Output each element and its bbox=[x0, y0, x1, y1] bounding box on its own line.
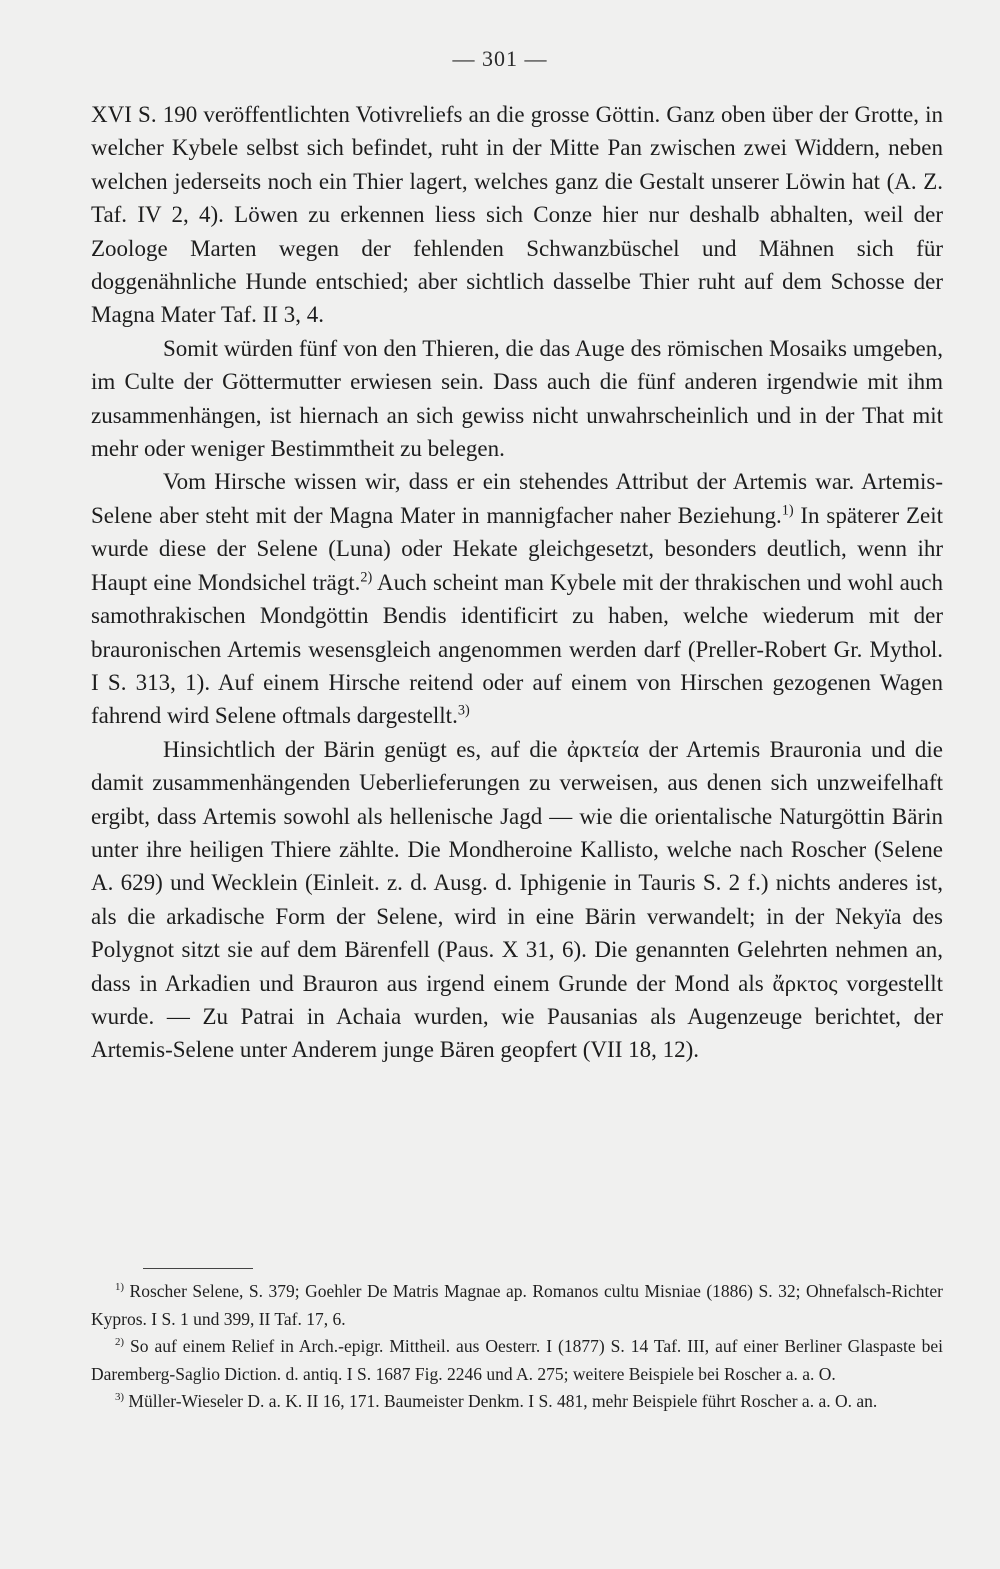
footnote-divider bbox=[143, 1268, 253, 1269]
footnote-ref-1: 1) bbox=[781, 502, 794, 519]
footnote-1-text: Roscher Selene, S. 379; Goehler De Matris Magnae ap. Romanos cultu Misniae (1886) S. 32; Ohnefalsch-Richter Kypros. I S. 1 und 399, II Taf. 17, 6. bbox=[91, 1281, 943, 1329]
footnote-3-mark: 3) bbox=[115, 1391, 125, 1404]
paragraph-1: XVI S. 190 veröffentlichten Votivreliefs an die grosse Göttin. Ganz oben über der Grotte, in welcher Kybele selbst sich befindet, ruht in der Mitte Pan zwischen zwei Widdern, neben welchen jederseits noch ein Thier lagert, welches ganz die Gestalt unserer Löwin hat (A. Z. Taf. IV 2, 4). Löwen zu erkennen liess sich Conze hier nur deshalb abhalten, weil der Zoologe Marten wegen der fehlenden Schwanzbüschel und Mähnen sich für doggenähnliche Hunde entschied; aber sichtlich dasselbe Thier ruht auf dem Schosse der Magna Mater Taf. II 3, 4. bbox=[91, 102, 943, 328]
paragraph-3-part-a: Vom Hirsche wissen wir, dass er ein stehendes Attribut der Artemis war. Artemis-Selene aber steht mit der Magna Mater in mannigfacher naher Beziehung. bbox=[91, 469, 943, 528]
paragraph-4: Hinsichtlich der Bärin genügt es, auf die ἀρκτεία der Artemis Brauronia und die damit zusammenhängenden Ueberlieferungen zu verweisen, aus denen sich unzweifelhaft ergibt, dass Artemis sowohl als hellenische Jagd — wie die orientalische Naturgöttin Bärin unter ihre heiligen Thiere zählte. Die Mondheroine Kallisto, welche nach Roscher (Selene A. 629) und Wecklein (Einleit. z. d. Ausg. d. Iphigenie in Tauris S. 2 f.) nichts anderes ist, als die arkadische Form der Selene, wird in eine Bärin verwandelt; in der Nekyïa des Polygnot sitzt sie auf dem Bärenfell (Paus. X 31, 6). Die genannten Gelehrten nehmen an, dass in Arkadien und Brauron aus irgend einem Grunde der Mond als ἄρκτος vorgestellt wurde. — Zu Patrai in Achaia wurden, wie Pausanias als Augenzeuge berichtet, der Artemis-Selene unter Anderem junge Bären geopfert (VII 18, 12). bbox=[91, 736, 943, 1063]
page-number: — 301 — bbox=[452, 46, 548, 71]
footnote-3 bbox=[91, 1388, 943, 1416]
footnote-ref-3: 3) bbox=[457, 702, 470, 719]
footnote-ref-2: 2) bbox=[360, 569, 373, 586]
paragraph-3-part-b: In späterer Zeit wurde diese der Selene (Luna) oder Hekate gleichgesetzt, besonders deutlich, wenn ihr Haupt eine Mondsichel trägt. bbox=[91, 502, 943, 595]
footnote-2-text: So auf einem Relief in Arch.-epigr. Mittheil. aus Oesterr. I (1877) S. 14 Taf. III, auf einer Berliner Glaspaste bei Daremberg-Saglio Diction. d. antiq. I S. 1687 Fig. 2246 und A. 275; weitere Beispiele bei Roscher a. a. O. bbox=[91, 1336, 943, 1384]
footnote-1 bbox=[91, 1278, 943, 1333]
footnote-3-text: Müller-Wieseler D. a. K. II 16, 171. Baumeister Denkm. I S. 481, mehr Beispiele führt Roscher a. a. O. an. bbox=[124, 1391, 878, 1411]
main-text bbox=[91, 98, 943, 1067]
paragraph-2: Somit würden fünf von den Thieren, die das Auge des römischen Mosaiks umgeben, im Culte der Göttermutter erwiesen sein. Dass auch die fünf anderen irgendwie mit ihm zusammenhängen, ist hiernach an sich gewiss nicht unwahrscheinlich und in der That mit mehr oder weniger Bestimmtheit zu belegen. bbox=[91, 335, 943, 462]
footnote-1-mark: 1) bbox=[115, 1281, 125, 1294]
footnote-2-mark: 2) bbox=[115, 1336, 125, 1349]
paragraph-3-part-c: Auch scheint man Kybele mit der thrakischen und wohl auch samothrakischen Mondgöttin Bendis identificirt zu haben, welche wiederum mit der brauronischen Artemis wesensgleich angenommen werden darf (Preller-Robert Gr. Mythol. I S. 313, 1). Auf einem Hirsche reitend oder auf einem von Hirschen gezogenen Wagen fahrend wird Selene oftmals dargestellt. bbox=[91, 569, 943, 729]
footnotes bbox=[91, 1278, 943, 1416]
paragraph-3 bbox=[91, 465, 943, 732]
footnote-2 bbox=[91, 1333, 943, 1388]
